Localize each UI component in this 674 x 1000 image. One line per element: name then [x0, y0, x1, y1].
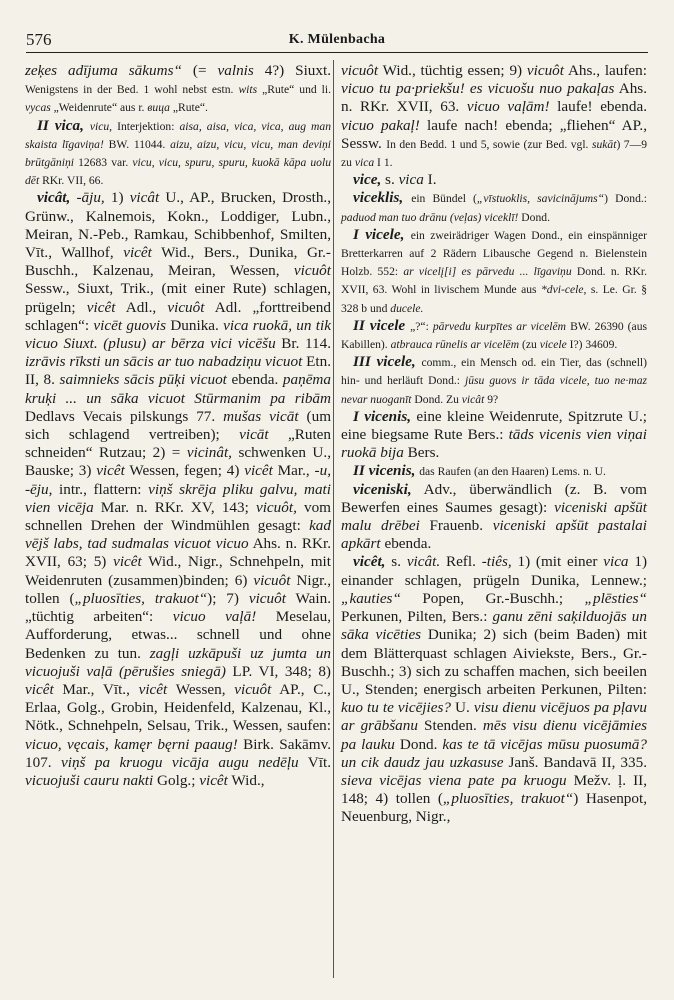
dictionary-entry: viceklis, ein Bündel („vīstuoklis, savicinājums“) Dond.: paduod man tuo drānu (veļas) viceklī! Dond.: [341, 189, 647, 224]
dictionary-entry: vicât, -āju, 1) vicât U., AP., Brucken, Drosth., Grünw., Kalnemois, Kokn., Loddiger, Lubn., Meiran, N.-Peb., Ramkau, Schibbenhof, Smilten, Vīt., Wallhof, vicêt Wid., Bers., Dunika, Gr.-Buschh., Kalzenau, Meiran, Wessen, vicuôt Sessw., Siuxt, Trik., (mit einer Rute) schlagen, prügeln; vicêt Adl., vicuôt Adl. „forttreibend schlagen“: vicēt guovis Dunika. vica ruokā, un tik vicuo Siuxt. (plusu) ar bērza vici vicēšu Br. 114. izrāvis rīksti un sācis ar tuo nabadziņu vicuot Etn. II, 8. saimnieks sācis pūķi vicuot ebenda. paņēma kruķi ... un sāka vicuot Stūrmanim pa ribām Dedlavs Vecais pilskungs 77. mušas vicāt (um sich schlagend vertreiben); vicāt „Ruten schneiden“ Rutzau; 2) = vicinât, schwenken U., Bauske; 3) vicêt Wessen, fegen; 4) vicêt Mar., -u, -ēju, intr., flattern: viņš skrēja pliku galvu, mati vien vicēja Mar. n. RKr. XV, 143; vicuôt, vom schnellen Drehen der Windmühlen gesagt: kad vējš labs, tad sudmalas vicuot vicuo Ahs. n. RKr. XVII, 63; 5) vicêt Wid., Nigr., Schnehpeln, mit Weidenruten (zusammen)binden; 6) vicuôt Nigr., tollen („pluosīties, trakuot“); 7) vicuôt Wain. „tüchtig arbeiten“: vicuo vaļā! Meselau, Aufforderung, etwas... schnell und ohne Bedenken zu tun. zagļi uzkāpuši uz jumta un vicuojuši vaļā (pērušies sniegā) LP. VI, 348; 8) vicêt Mar., Vīt., vicêt Wessen, vicuôt AP., C., Erlaa, Golg., Grobin, Heidenfeld, Kalzenau, Kl., Nötk., Schnehpeln, Selsau, Trik., Wessen, saufen: vicuo, vęcais, kamęr bęrni paaug! Birk. Sakāmv. 107. viņš pa kruogu vicāja augu nedēļu Vīt. vicuojuši cauru nakti Golg.; vicêt Wid.,: [25, 189, 332, 789]
right-column: [341, 62, 647, 827]
column-divider: [333, 60, 334, 978]
dictionary-entry: vice, s. vica I.: [353, 171, 437, 189]
dictionary-entry: II vicenis, das Raufen (an den Haaren) Lems. n. U.: [353, 462, 606, 480]
dictionary-entry: I vicenis, eine kleine Weidenrute, Spitzrute U.; eine biegsame Rute Bers.: tāds vicenis vien viņai ruokā bija Bers.: [341, 407, 647, 462]
dictionary-entry: vicuôt Wid., tüchtig essen; 9) vicuôt Ahs., laufen: vicuo tu pa·priekšu! es vicuošu nuo pakaļas Ahs. n. RKr. XVII, 63. vicuo vaļām! laufe! ebenda. vicuo pakaļ! laufe nach! ebenda; „fliehen“ AP., Sessw. In den Bedd. 1 und 5, sowie (zur Bed. vgl. sukāt) 7—9 zu vica I 1.: [341, 62, 647, 170]
dictionary-entry: III vicele, comm., ein Mensch od. ein Tier, das (schnell) hin- und herläuft Dond.: jūsu guovs ir tāda vicele, tuo ne·maz nevar nuoganīt Dond. Zu vicât 9?: [341, 353, 648, 406]
dictionary-entry: vicêt, s. vicât. Refl. -tiês, 1) (mit einer vica 1) einander schlagen, prügeln Dunika, Lennew.; „kauties“ Popen, Gr.-Buschh.; „plēsties“ Perkunen, Pilten, Bers.: ganu zēni saķilduojās un sāka vicēties Dunika; 2) sich (beim Baden) mit dem Blätterquast schlagen Aiviekste, Bers., Gr.-Buschh.; 3) sich zu schaffen machen, sich beeilen U., Stenden; energisch arbeiten Perkunen, Pilten: kuo tu te vicējies? U. visu dienu vicējuos pa pļavu ar grābšanu Stenden. mēs visu dienu vicējāmies pa lauku Dond. kas te tā vicējas mūsu puosumā? un cik daudz jau uzkasuse Janš. Bandavā II, 335. sieva vicējas viena pate pa kruogu Mežv. ḷ. II, 148; 4) tollen („pluosīties, trakuot“) Hasenpot, Neuenburg, Nigr.,: [341, 553, 648, 826]
page-header: [26, 30, 648, 50]
left-column: [25, 62, 331, 790]
running-head: K. Mülenbacha: [288, 32, 386, 47]
dictionary-entry: II vicele „?“: pārvedu kurpītes ar vicelēm BW. 26390 (aus Kabillen). atbrauca rūnelis ar vicelēm (zu vicele I?) 34609.: [341, 316, 647, 352]
header-rule: [26, 52, 648, 53]
dictionary-entry: viceniski, Adv., überwändlich (z. B. vom Bewerfen eines Saumes gesagt): viceniski apšūt malu drēbei Frauenb. viceniski apšūt pastalai apkārt ebenda.: [341, 480, 647, 553]
dictionary-entry: I vicele, ein zweirädriger Wagen Dond., ein einspänniger Bretterkarren auf 2 Rädern Libausche Gegend n. Bielenstein Holzb. 552: ar vicelį[i] es pārvedu ... līgaviņu Dond. n. RKr. XVII, 63. Wohl in livischem Munde aus *dvi-cele, s. Le. Gr. § 328 b und ducele.: [341, 225, 647, 315]
page-number: 576: [26, 30, 52, 49]
dictionary-entry: zeķes adījuma sākums“ (= valnis 4?) Siuxt. Wenigstens in der Bed. 1 wohl nebst estn. wits „Rute“ und li. vycas „Weidenrute“ aus r. вица „Rute“.: [25, 62, 332, 115]
dictionary-entry: II vica, vicu, Interjektion: aisa, aisa, vica, vica, aug man skaista līgaviņa! BW. 11044. aizu, aizu, vicu, vicu, man deviņi brūtgāniņi 12683 var. vicu, vicu, spuru, spuru, kuokā kāpa uolu dēt RKr. VII, 66.: [25, 116, 332, 188]
